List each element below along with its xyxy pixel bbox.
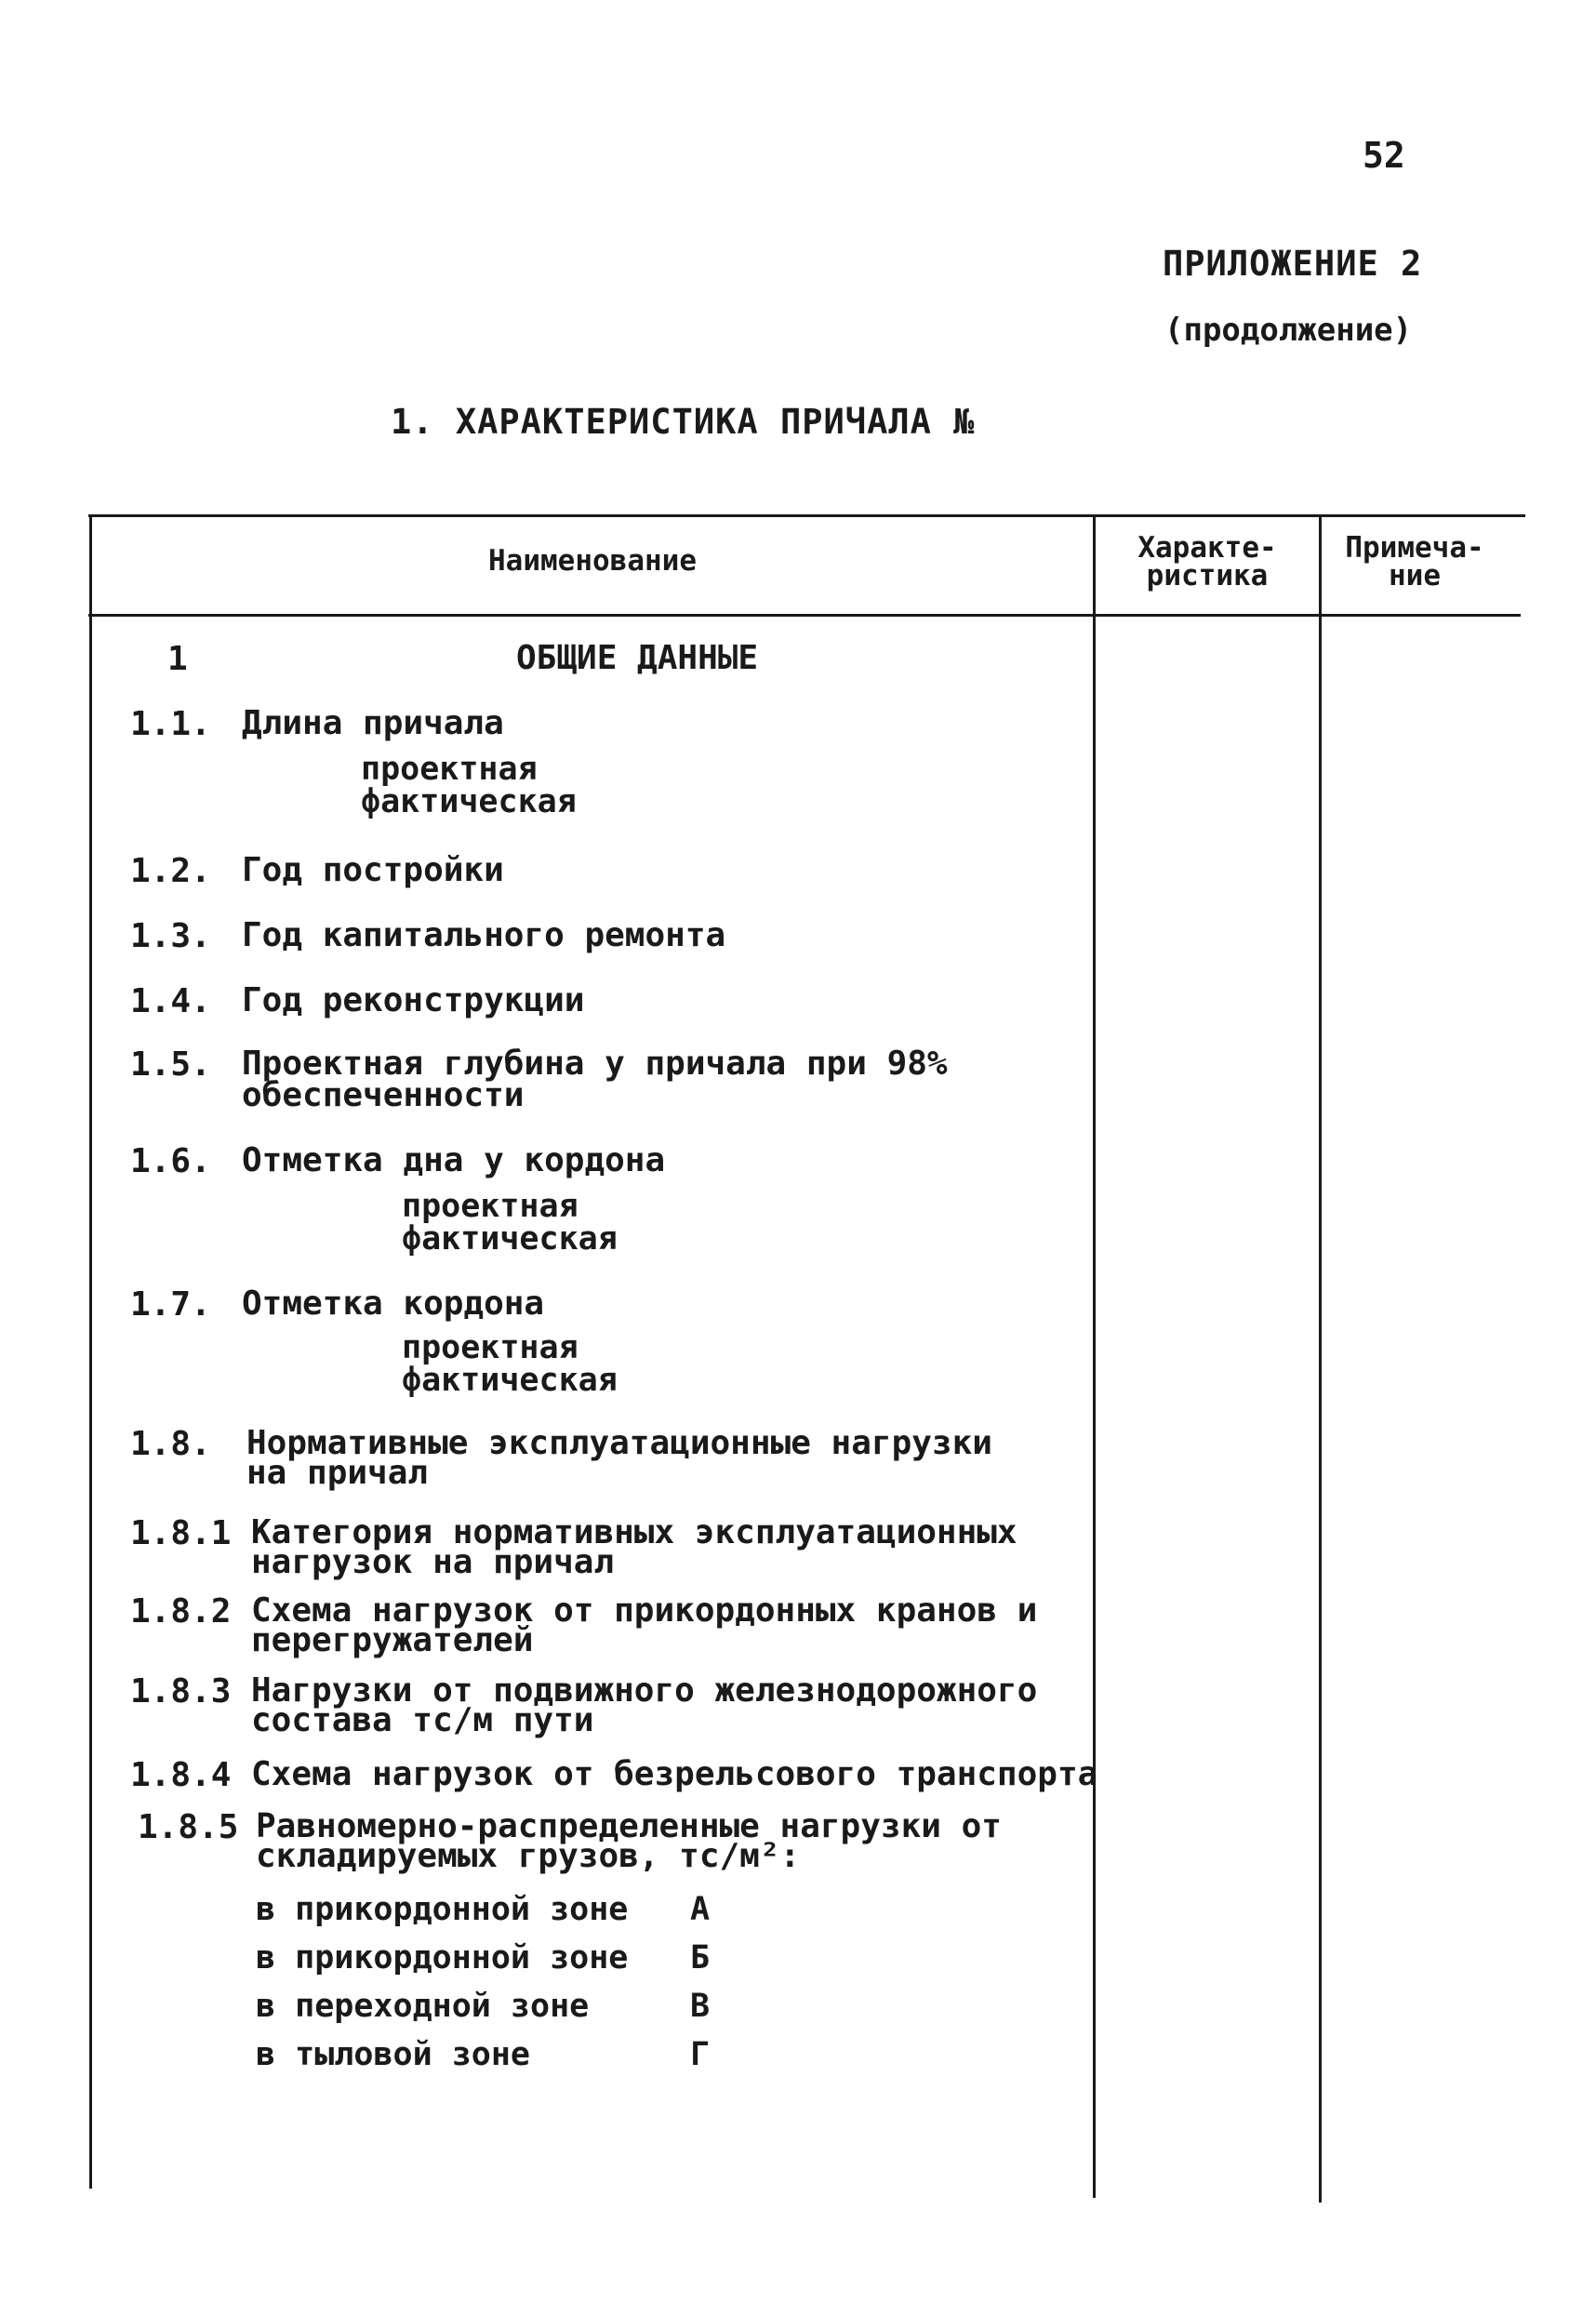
row-text-continuation: складируемых грузов, тс/м²: [256,1837,801,1875]
table-divider-char [1093,514,1096,2198]
row-text: Нормативные эксплуатационные нагрузки [246,1424,992,1462]
row-number: 1.8. [130,1425,211,1463]
row-text: Отметка кордона [242,1284,545,1323]
row-text: Проектная глубина у причала при 98% [242,1045,948,1083]
row-number: 1.8.4 [130,1756,232,1794]
row-text: Категория нормативных эксплуатационных [251,1513,1017,1551]
zone-label: в прикордонной зоне [256,1939,629,1977]
row-text-continuation: состава тс/м пути [251,1701,594,1739]
group-title: ОБЩИЕ ДАННЫЕ [516,639,759,677]
row-number: 1.6. [130,1142,211,1180]
row-text-continuation: нагрузок на причал [251,1543,615,1581]
row-number: 1.3. [130,917,211,955]
row-number: 1.7. [130,1285,211,1324]
zone-letter: Б [690,1939,711,1977]
row-subitem: проектная [402,1329,579,1366]
row-number: 1.8.3 [130,1672,232,1710]
row-number: 1.4. [130,982,211,1020]
header-note: Примеча- ние [1345,531,1484,592]
row-number: 1.2. [130,852,211,890]
row-subitem: фактическая [402,1362,618,1399]
continuation-label: (продолжение) [1164,312,1413,349]
row-text: Длина причала [242,704,504,742]
row-subitem: фактическая [402,1220,618,1258]
row-number: 1.1. [130,705,211,743]
row-number: 1.8.5 [138,1808,239,1846]
row-number: 1.8.2 [130,1592,232,1631]
appendix-title: ПРИЛОЖЕНИЕ 2 [1163,244,1423,284]
row-text: Отметка дна у кордона [242,1141,666,1179]
zone-letter: Г [690,2036,711,2073]
row-text-continuation: перегружателей [251,1621,534,1659]
row-text: Год капитального ремонта [242,916,726,954]
zone-letter: А [690,1891,711,1928]
table-left-border [89,514,92,2189]
section-heading: 1. ХАРАКТЕРИСТИКА ПРИЧАЛА № [391,402,976,442]
table-top-border [88,514,1525,517]
row-text-continuation: обеспеченности [242,1076,525,1114]
zone-label: в переходной зоне [256,1988,590,2025]
row-subitem: проектная [361,751,538,788]
row-text-continuation: на причал [246,1454,429,1492]
zone-label: в прикордонной зоне [256,1891,629,1928]
zone-label: в тыловой зоне [256,2036,531,2073]
row-text: Год реконструкции [242,981,585,1019]
page-number: 52 [1363,135,1405,176]
row-number: 1.8.1 [130,1514,232,1552]
row-subitem: проектная [402,1188,579,1225]
row-number: 1.5. [130,1045,211,1084]
table-divider-note [1319,514,1322,2203]
header-name: Наименование [488,544,697,578]
row-subitem: фактическая [361,783,577,820]
group-number: 1 [167,640,188,678]
table-header-bottom-border [88,614,1521,617]
zone-letter: В [690,1988,711,2025]
row-text: Схема нагрузок от безрельсового транспорта [251,1755,1098,1793]
row-text: Равномерно-распределенные нагрузки от [256,1807,1002,1845]
row-text: Год постройки [242,851,504,889]
header-characteristic: Характе- ристика [1137,531,1277,592]
row-text: Нагрузки от подвижного железнодорожного [251,1671,1038,1710]
row-text: Схема нагрузок от прикордонных кранов и [251,1591,1038,1630]
